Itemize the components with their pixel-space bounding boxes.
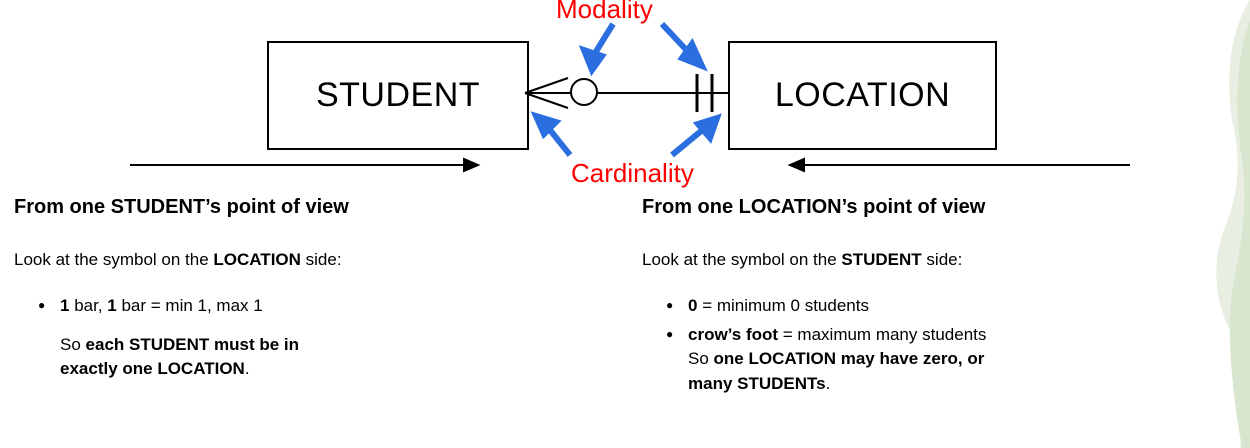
- conclusion-prefix: So: [688, 349, 714, 369]
- cardinality-arrows: [536, 116, 717, 155]
- panel-student-view: [14, 196, 574, 382]
- intro-prefix: Look at the symbol on the: [642, 250, 842, 269]
- panel-intro-student: [14, 249, 574, 272]
- conclusion-suffix: .: [244, 359, 250, 379]
- er-diagram: [0, 0, 1250, 190]
- entity-label-location: LOCATION: [774, 76, 951, 114]
- conclusion-prefix: So: [60, 334, 86, 354]
- zero-circle-icon: [571, 79, 597, 105]
- entity-label-student: STUDENT: [315, 76, 481, 114]
- bullet-text: = maximum many students: [778, 324, 987, 344]
- bullet-bold: crow’s foot: [688, 324, 779, 344]
- list-item: [60, 294, 574, 319]
- bullet-list-student: [14, 294, 574, 319]
- list-item: [688, 323, 1202, 397]
- annotation-cardinality: Cardinality: [571, 158, 694, 188]
- bullet-text: = minimum 0 students: [697, 295, 869, 315]
- bullet-list-location: [642, 294, 1202, 397]
- bullet-bold-1: 1: [60, 295, 70, 315]
- annotation-modality: Modality: [556, 0, 653, 24]
- perspective-arrow-right: [790, 159, 1130, 171]
- bullet-text-2: bar = min 1, max 1: [116, 295, 263, 315]
- intro-bold: STUDENT: [841, 250, 922, 269]
- conclusion-bold-1: one LOCATION may have zero, or: [713, 349, 985, 369]
- intro-suffix: side:: [921, 250, 963, 269]
- panel-location-view: [642, 196, 1202, 401]
- panel-conclusion-student: [14, 333, 574, 382]
- bullet-bold-2: 1: [107, 295, 117, 315]
- intro-prefix: Look at the symbol on the: [14, 250, 214, 269]
- modality-arrows: [584, 24, 702, 70]
- intro-bold: LOCATION: [213, 250, 301, 269]
- panel-heading-location: From one LOCATION’s point of view: [642, 196, 986, 218]
- conclusion-bold-1: each STUDENT must be in: [85, 334, 300, 354]
- panel-heading-student: From one STUDENT’s point of view: [14, 196, 349, 218]
- conclusion-suffix: .: [825, 373, 831, 393]
- perspective-arrow-left: [130, 159, 478, 171]
- list-item: [688, 294, 1202, 319]
- bullet-text-1: bar,: [69, 295, 108, 315]
- crows-foot-icon: [525, 78, 572, 108]
- bullet-bold: 0: [688, 295, 698, 315]
- panel-intro-location: [642, 249, 1202, 272]
- diagram-connectors: [0, 0, 1250, 200]
- conclusion-bold-2: exactly one LOCATION: [60, 359, 245, 379]
- intro-suffix: side:: [300, 250, 342, 269]
- conclusion-bold-2: many STUDENTs: [688, 373, 826, 393]
